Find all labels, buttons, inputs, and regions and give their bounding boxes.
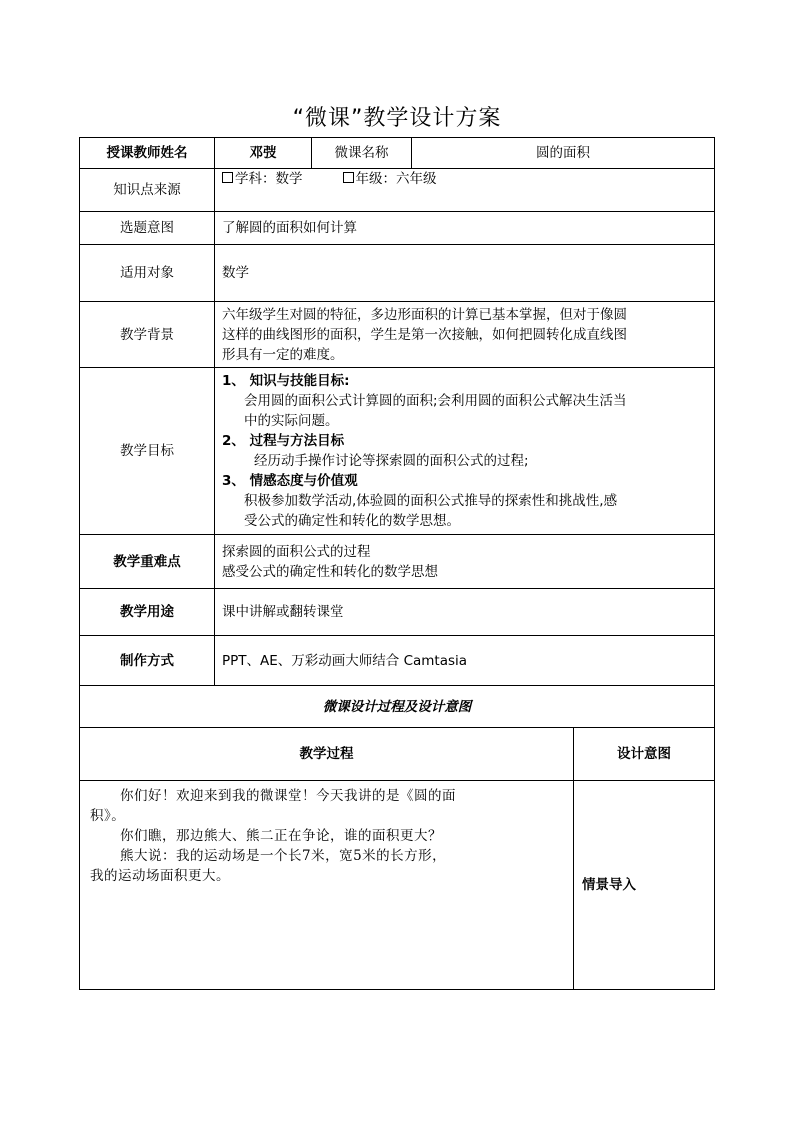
process-paragraph: 你们好！欢迎来到我的微课堂！今天我讲的是《圆的面 <box>120 788 456 804</box>
usage-value: 课中讲解或翻转课堂 <box>215 589 715 636</box>
row-section-title <box>80 686 715 728</box>
row-process-body <box>80 781 715 990</box>
row-topic-intent <box>80 212 715 245</box>
process-body <box>80 781 574 990</box>
key-points-label: 教学重难点 <box>80 535 215 589</box>
course-name: 圆的面积 <box>412 138 715 169</box>
key-point-line: 探索圆的面积公式的过程 <box>222 543 371 560</box>
goal-1-title: 1、 知识与技能目标: <box>222 373 350 389</box>
usage-label: 教学用途 <box>80 589 215 636</box>
source-value <box>215 169 715 212</box>
intent-header: 设计意图 <box>574 728 715 781</box>
row-key-points <box>80 535 715 589</box>
process-paragraph: 你们瞧，那边熊大、熊二正在争论，谁的面积更大？ <box>120 828 442 844</box>
section-title: 微课设计过程及设计意图 <box>80 686 715 728</box>
background-line: 这样的曲线图形的面积，学生是第一次接触，如何把圆转化成直线图 <box>222 326 627 343</box>
goal-3-line: 积极参加数学活动,体验圆的面积公式推导的探索性和挑战性,感 <box>244 493 618 509</box>
key-point-line: 感受公式的确定性和转化的数学思想 <box>222 563 438 580</box>
row-teacher <box>80 138 715 169</box>
teacher-name: 邓弢 <box>215 138 312 169</box>
process-paragraph-cont: 积》。 <box>90 808 126 824</box>
design-intent: 情景导入 <box>574 781 715 990</box>
design-table <box>79 137 715 990</box>
key-points-value <box>215 535 715 589</box>
goal-1-line: 中的实际问题。 <box>244 413 339 429</box>
process-paragraph-cont: 我的运动场面积更大。 <box>90 868 230 884</box>
goal-2-title: 2、 过程与方法目标 <box>222 433 345 449</box>
source-label: 知识点来源 <box>80 169 215 212</box>
goal-2-line: 经历动手操作讨论等探索圆的面积公式的过程; <box>254 453 529 469</box>
row-source <box>80 169 715 212</box>
goal-3-title: 3、 情感态度与价值观 <box>222 473 358 489</box>
page-title: “微课”教学设计方案 <box>292 106 502 131</box>
goals-label: 教学目标 <box>80 368 215 535</box>
background-label: 教学背景 <box>80 302 215 368</box>
topic-intent-value: 了解圆的面积如何计算 <box>215 212 715 245</box>
course-name-label: 微课名称 <box>312 138 412 169</box>
background-value <box>215 302 715 368</box>
production-label: 制作方式 <box>80 636 215 686</box>
grade-checkbox[interactable] <box>343 172 354 183</box>
background-line: 形具有一定的难度。 <box>222 346 344 363</box>
row-background <box>80 302 715 368</box>
topic-intent-label: 选题意图 <box>80 212 215 245</box>
row-process-header <box>80 728 715 781</box>
row-goals <box>80 368 715 535</box>
row-usage <box>80 589 715 636</box>
goals-value <box>215 368 715 535</box>
teacher-label: 授课教师姓名 <box>80 138 215 169</box>
subject-text: 学科：数学 <box>235 171 303 187</box>
background-line: 六年级学生对圆的特征，多边形面积的计算已基本掌握，但对于像圆 <box>222 306 627 323</box>
audience-value: 数学 <box>215 245 715 302</box>
row-audience <box>80 245 715 302</box>
subject-checkbox[interactable] <box>222 172 233 183</box>
process-header: 教学过程 <box>80 728 574 781</box>
grade-text: 年级：六年级 <box>355 171 437 187</box>
goal-1-line: 会用圆的面积公式计算圆的面积;会利用圆的面积公式解决生活当 <box>244 393 627 409</box>
production-value: PPT、AE、万彩动画大师结合 Camtasia <box>215 636 715 686</box>
process-paragraph: 熊大说：我的运动场是一个长7米，宽5米的长方形， <box>120 848 447 864</box>
goal-3-line: 受公式的确定性和转化的数学思想。 <box>244 513 460 529</box>
audience-label: 适用对象 <box>80 245 215 302</box>
row-production <box>80 636 715 686</box>
